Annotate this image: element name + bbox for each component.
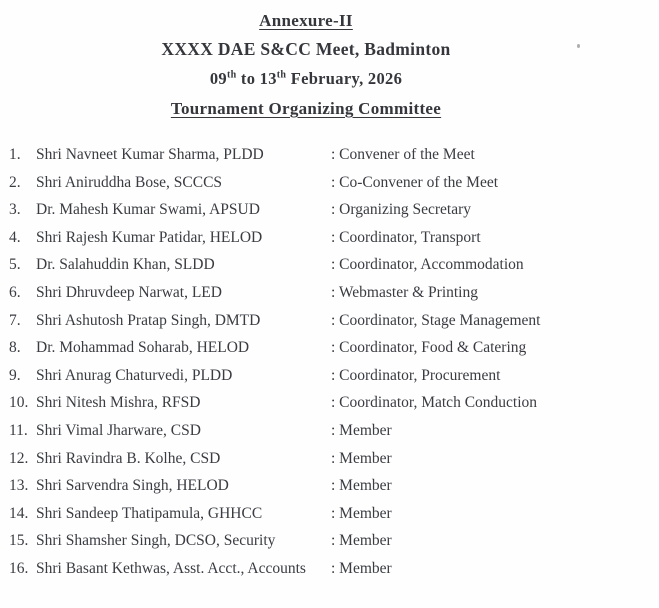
row-number: 3. bbox=[9, 201, 21, 219]
event-dates bbox=[0, 64, 612, 93]
scan-artifact-dot bbox=[577, 44, 580, 48]
committee-row bbox=[0, 367, 659, 395]
committee-row bbox=[0, 146, 659, 174]
date-prefix: 09 bbox=[209, 69, 227, 88]
member-name: Shri Rajesh Kumar Patidar, HELOD bbox=[36, 228, 263, 246]
member-role: : Coordinator, Match Conduction bbox=[331, 394, 538, 412]
member-name: Shri Dhruvdeep Narwat, LED bbox=[36, 283, 222, 301]
row-number: 5. bbox=[9, 256, 21, 274]
member-name: Shri Ashutosh Pratap Singh, DMTD bbox=[36, 311, 261, 329]
member-name: Dr. Salahuddin Khan, SLDD bbox=[36, 256, 215, 274]
committee-row bbox=[0, 560, 659, 588]
row-number: 9. bbox=[9, 366, 21, 384]
date-ordinal-1: th bbox=[226, 69, 237, 81]
member-role: : Member bbox=[331, 532, 392, 550]
member-role: : Member bbox=[331, 559, 392, 577]
date-middle: to 13 bbox=[236, 69, 277, 88]
committee-row bbox=[0, 532, 659, 560]
committee-row bbox=[0, 174, 659, 202]
document-header bbox=[0, 0, 612, 124]
committee-row bbox=[0, 422, 659, 450]
committee-row bbox=[0, 256, 659, 284]
member-name: Shri Basant Kethwas, Asst. Acct., Accounts bbox=[36, 559, 306, 577]
member-role: : Coordinator, Procurement bbox=[331, 366, 501, 384]
member-name: Shri Shamsher Singh, DCSO, Security bbox=[36, 532, 276, 550]
member-name: Shri Navneet Kumar Sharma, PLDD bbox=[36, 146, 264, 163]
row-number: 12. bbox=[9, 449, 29, 467]
committee-row bbox=[0, 229, 659, 257]
member-role: : Coordinator, Food & Catering bbox=[331, 339, 527, 357]
row-number: 13. bbox=[9, 477, 29, 495]
date-ordinal-2: th bbox=[276, 69, 287, 81]
row-number: 11. bbox=[9, 421, 28, 439]
row-number: 4. bbox=[9, 228, 21, 246]
member-name: Dr. Mahesh Kumar Swami, APSUD bbox=[36, 201, 260, 219]
member-name: Shri Ravindra B. Kolhe, CSD bbox=[36, 449, 221, 467]
row-number: 1. bbox=[9, 146, 21, 163]
member-role: : Organizing Secretary bbox=[331, 201, 472, 219]
row-number: 2. bbox=[9, 173, 21, 191]
committee-row bbox=[0, 201, 659, 229]
row-number: 6. bbox=[9, 283, 21, 301]
committee-row bbox=[0, 312, 659, 340]
committee-title: Tournament Organizing Committee bbox=[170, 99, 442, 118]
member-name: Shri Anurag Chaturvedi, PLDD bbox=[36, 366, 233, 384]
member-name: Shri Sandeep Thatipamula, GHHCC bbox=[36, 504, 263, 522]
member-name: Shri Aniruddha Bose, SCCCS bbox=[36, 173, 223, 191]
member-role: : Coordinator, Stage Management bbox=[331, 311, 541, 329]
member-role: : Coordinator, Accommodation bbox=[331, 256, 524, 274]
member-role: : Member bbox=[331, 504, 392, 522]
member-name: Shri Vimal Jharware, CSD bbox=[36, 421, 201, 439]
member-role: : Member bbox=[331, 449, 392, 467]
member-name: Dr. Mohammad Soharab, HELOD bbox=[36, 339, 250, 357]
committee-row bbox=[0, 394, 659, 422]
row-number: 8. bbox=[9, 339, 21, 357]
annexure-title: Annexure-II bbox=[259, 11, 353, 30]
member-name: Shri Nitesh Mishra, RFSD bbox=[36, 394, 201, 412]
row-number: 15. bbox=[9, 532, 29, 550]
row-number: 16. bbox=[9, 559, 29, 577]
committee-row bbox=[0, 284, 659, 312]
committee-row bbox=[0, 450, 659, 478]
row-number: 10. bbox=[9, 394, 29, 412]
member-role: : Member bbox=[331, 477, 392, 495]
member-role: : Convener of the Meet bbox=[331, 146, 475, 163]
committee-row bbox=[0, 477, 659, 505]
member-role: : Member bbox=[331, 421, 392, 439]
row-number: 7. bbox=[9, 311, 21, 329]
committee-list bbox=[0, 146, 659, 588]
committee-row bbox=[0, 505, 659, 533]
date-suffix: February, 2026 bbox=[286, 69, 403, 88]
member-role: : Co-Convener of the Meet bbox=[331, 173, 499, 191]
row-number: 14. bbox=[9, 504, 29, 522]
member-name: Shri Sarvendra Singh, HELOD bbox=[36, 477, 229, 495]
member-role: : Webmaster & Printing bbox=[331, 283, 478, 301]
event-title: XXXX DAE S&CC Meet, Badminton bbox=[161, 39, 451, 59]
committee-row bbox=[0, 339, 659, 367]
member-role: : Coordinator, Transport bbox=[331, 228, 481, 246]
